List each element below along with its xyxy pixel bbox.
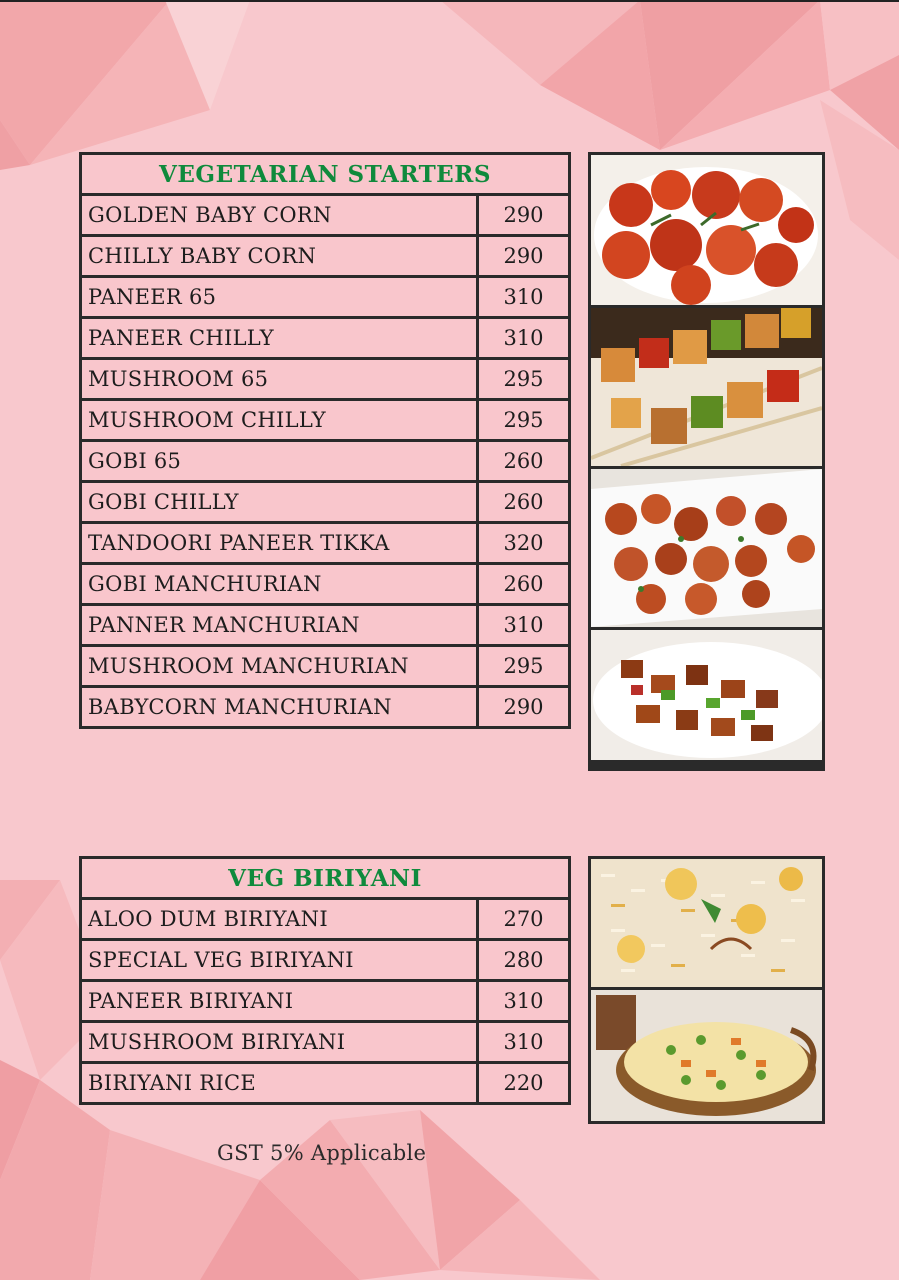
item-name: SPECIAL VEG BIRIYANI: [81, 940, 478, 981]
section-title: VEGETARIAN STARTERS: [81, 154, 570, 195]
item-price: 310: [478, 981, 570, 1022]
menu-row: [81, 605, 570, 646]
item-price: 295: [478, 400, 570, 441]
menu-section-veg-biriyani: [79, 856, 571, 1105]
item-price: 290: [478, 687, 570, 728]
item-name: ALOO DUM BIRIYANI: [81, 899, 478, 940]
menu-row: [81, 1063, 570, 1104]
photo-crispy-fried-starter: [591, 155, 822, 305]
item-name: PANEER 65: [81, 277, 478, 318]
photo-veg-pulao-pot: [591, 990, 822, 1121]
item-name: MUSHROOM CHILLY: [81, 400, 478, 441]
item-price: 290: [478, 195, 570, 236]
photo-chilli-stir-fry: [591, 630, 822, 760]
biriyani-photo-column: [588, 856, 825, 1124]
menu-row: [81, 441, 570, 482]
item-price: 260: [478, 441, 570, 482]
menu-row: [81, 1022, 570, 1063]
menu-row: [81, 277, 570, 318]
menu-row: [81, 236, 570, 277]
starters-photo-column: [588, 152, 825, 771]
menu-row: [81, 400, 570, 441]
menu-row: [81, 318, 570, 359]
item-name: GOBI 65: [81, 441, 478, 482]
item-price: 260: [478, 482, 570, 523]
item-price: 270: [478, 899, 570, 940]
menu-row: [81, 195, 570, 236]
menu-row: [81, 940, 570, 981]
item-price: 280: [478, 940, 570, 981]
item-price: 320: [478, 523, 570, 564]
item-price: 220: [478, 1063, 570, 1104]
photo-paneer-tikka-skewers: [591, 308, 822, 466]
menu-row: [81, 482, 570, 523]
menu-row: [81, 899, 570, 940]
item-price: 295: [478, 359, 570, 400]
section-title: VEG BIRIYANI: [81, 858, 570, 899]
gst-note: GST 5% Applicable: [217, 1141, 427, 1165]
item-name: MUSHROOM BIRIYANI: [81, 1022, 478, 1063]
item-name: MUSHROOM MANCHURIAN: [81, 646, 478, 687]
item-price: 310: [478, 277, 570, 318]
menu-row: [81, 646, 570, 687]
menu-row: [81, 523, 570, 564]
item-price: 260: [478, 564, 570, 605]
menu-row: [81, 981, 570, 1022]
item-name: PANNER MANCHURIAN: [81, 605, 478, 646]
item-name: PANEER BIRIYANI: [81, 981, 478, 1022]
item-name: CHILLY BABY CORN: [81, 236, 478, 277]
item-price: 310: [478, 318, 570, 359]
menu-section-vegetarian-starters: [79, 152, 571, 729]
photo-gobi-65: [591, 469, 822, 627]
item-price: 310: [478, 1022, 570, 1063]
top-border-line: [0, 0, 899, 2]
item-name: BABYCORN MANCHURIAN: [81, 687, 478, 728]
menu-row: [81, 564, 570, 605]
item-price: 295: [478, 646, 570, 687]
item-name: GOBI CHILLY: [81, 482, 478, 523]
item-price: 310: [478, 605, 570, 646]
item-name: BIRIYANI RICE: [81, 1063, 478, 1104]
photo-aloo-biriyani: [591, 859, 822, 987]
item-price: 290: [478, 236, 570, 277]
item-name: MUSHROOM 65: [81, 359, 478, 400]
menu-row: [81, 359, 570, 400]
item-name: GOBI MANCHURIAN: [81, 564, 478, 605]
menu-row: [81, 687, 570, 728]
item-name: GOLDEN BABY CORN: [81, 195, 478, 236]
item-name: PANEER CHILLY: [81, 318, 478, 359]
item-name: TANDOORI PANEER TIKKA: [81, 523, 478, 564]
